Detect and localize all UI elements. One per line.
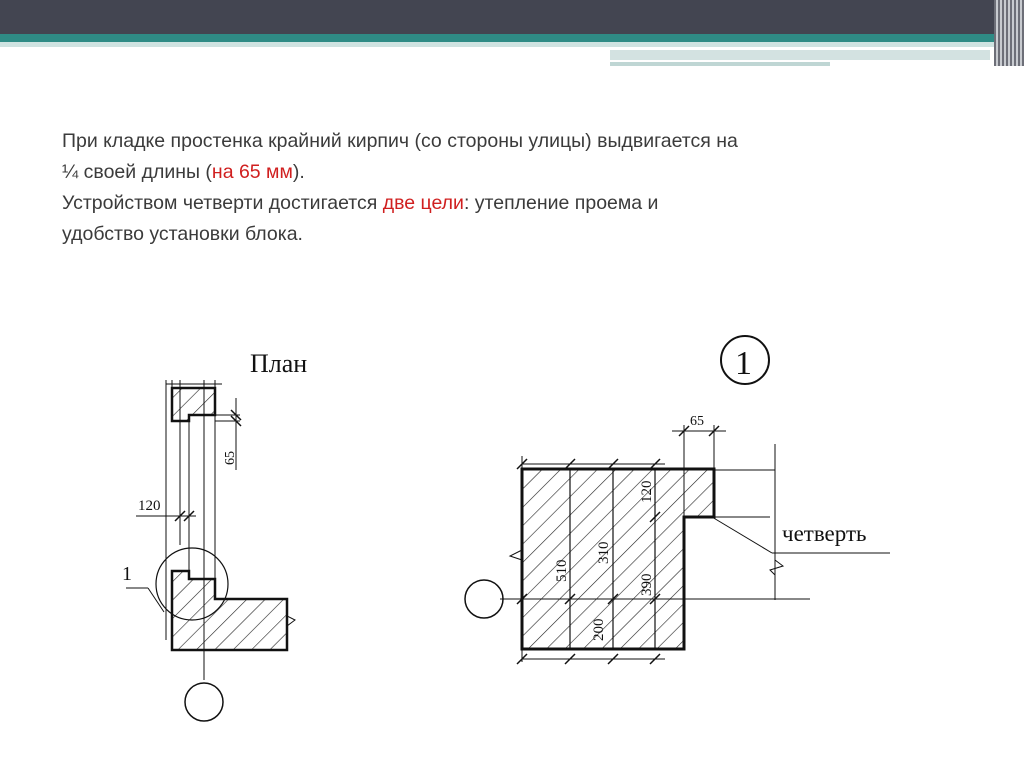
plan-dim-120-label: 120: [138, 498, 161, 514]
para1-line2-start: ¼ своей длины (: [62, 161, 212, 183]
plan-axis-bubble: [185, 683, 223, 721]
plan-callout-label: 1: [122, 563, 132, 585]
detail-quarter-leader: [712, 517, 772, 553]
detail-dim-120-label: 120: [639, 480, 655, 503]
plan-dim-65-label: 65: [223, 451, 238, 465]
detail-drawing: [465, 336, 890, 664]
plan-lower-wall-section: [172, 571, 287, 650]
detail-axis-bubble: [465, 580, 503, 618]
detail-dim-200-label: 200: [591, 618, 607, 641]
para2-line2: удобство установки блока.: [62, 223, 303, 245]
detail-quarter-label: четверть: [782, 521, 867, 546]
para1-highlight: на 65 мм: [211, 161, 293, 183]
detail-number-label: 1: [735, 345, 752, 382]
plan-upper-wall-section: [172, 388, 215, 421]
plan-drawing: [122, 349, 307, 721]
plan-title: План: [250, 349, 308, 378]
para2-line1-end: : утепление проема и: [463, 192, 659, 214]
plan-callout-leader-2: [148, 588, 164, 612]
detail-dim-510-label: 510: [554, 559, 570, 582]
detail-break-right: [770, 560, 783, 575]
para2-highlight: две цели: [382, 192, 464, 214]
detail-dim-65-label: 65: [690, 414, 704, 429]
para1-line2-end: ).: [292, 161, 305, 183]
detail-dim-310-label: 310: [596, 541, 612, 564]
detail-wall-section: [522, 469, 714, 649]
detail-break-left: [510, 550, 522, 560]
para2-line1-start: Устройством четверти достигается: [62, 192, 383, 214]
detail-dim-390-label: 390: [639, 573, 655, 596]
para1-line1: При кладке простенка крайний кирпич (со стороны улицы) выдвигается на: [62, 130, 738, 152]
